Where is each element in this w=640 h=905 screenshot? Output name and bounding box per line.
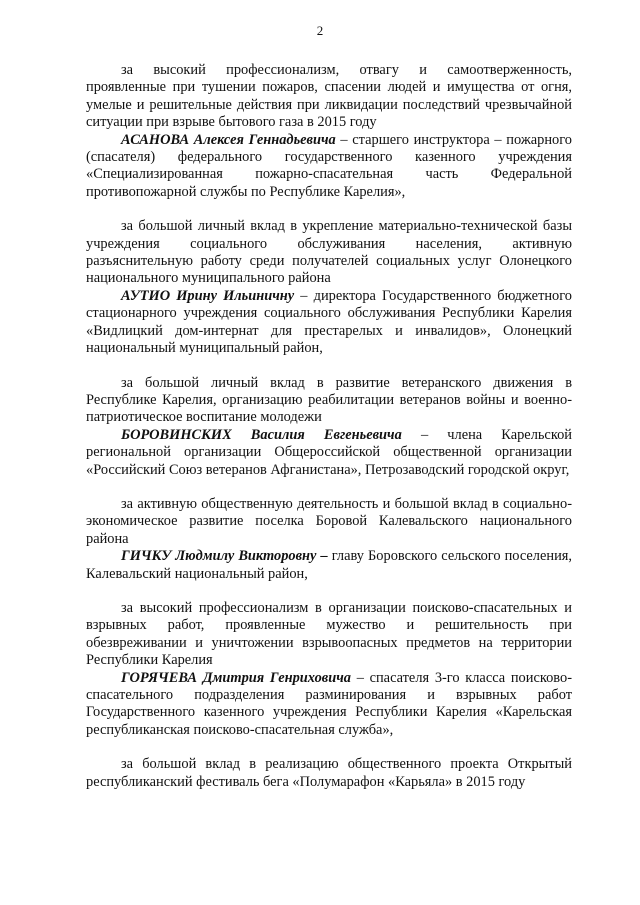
awardee-position-4: главу Боровского сельского поселения, Калевальский национальный район,	[86, 548, 572, 582]
awardee-position-3: – члена Карельской региональной организации Общероссийской общественной организации «Российский Союз ветеранов Афганистана», Петрозаводский городской округ,	[86, 426, 572, 478]
awardee-name-3: БОРОВИНСКИХ Василия Евгеньевича	[121, 426, 402, 443]
award-reason-1: за высокий профессионализм, отвагу и самоотверженность, проявленные при тушении пожаров, спасении людей и имущества от огня, умелые и решительные действия при ликвидации последствий чрезвычайной ситуации при взрыве бытового газа в 2015 году	[86, 62, 572, 131]
awardee-3	[86, 427, 572, 479]
award-reason-2: за большой личный вклад в укрепление материально-технической базы учреждения социального обслуживания населения, активную разъяснительную работу среди получателей социальных услуг Олонецкого национального муниципального района	[86, 218, 572, 287]
awardee-5	[86, 670, 572, 740]
award-reason-6: за большой вклад в реализацию общественного проекта Открытый республиканский фестиваль бега «Полумарафон «Карьяла» в 2015 году	[86, 756, 572, 790]
awardee-1	[86, 132, 572, 202]
awardee-name-2: АУТИО Ирину Ильиничну	[121, 287, 295, 304]
awardee-4	[86, 548, 572, 583]
awardee-name-4: ГИЧКУ Людмилу Викторовну –	[121, 548, 328, 565]
award-list	[86, 62, 572, 791]
awardee-position-1: – старшего инструктора – пожарного (спасателя) федерального государственного казенного учреждения «Специализированная пожарно-спасательная часть Федеральной противопожарной службы по Республике Карелия»,	[86, 131, 572, 200]
awardee-position-2: – директора Государственного бюджетного стационарного учреждения социального обслуживания Республики Карелия «Видлицкий дом-интернат для престарелых и инвалидов», Олонецкий национальный муниципальный район,	[86, 287, 572, 357]
page-number: 2	[316, 23, 324, 38]
awardee-position-5: – спасателя 3-го класса поисково-спасательного подразделения разминирования и взрывных работ Государственного казенного учреждения Республики Карелия «Карельская республиканская поисково-спасательная служба»,	[86, 669, 572, 738]
awardee-name-1: АСАНОВА Алексея Геннадьевича	[121, 131, 336, 148]
award-reason-5: за высокий профессионализм в организации поисково-спасательных и взрывных работ, проявленные мужество и решительность при обезвреживании и уничтожении взрывоопасных предметов на территории Республики Карелия	[86, 599, 572, 669]
awardee-2	[86, 288, 572, 358]
award-reason-3: за большой личный вклад в развитие ветеранского движения в Республике Карелия, организацию реабилитации ветеранов войны и военно-патриотическое воспитание молодежи	[86, 374, 572, 426]
awardee-name-5: ГОРЯЧЕВА Дмитрия Генриховича	[121, 669, 351, 686]
award-reason-4: за активную общественную деятельность и большой вклад в социально-экономическое развитие поселка Боровой Калевальского национального района	[86, 495, 572, 547]
